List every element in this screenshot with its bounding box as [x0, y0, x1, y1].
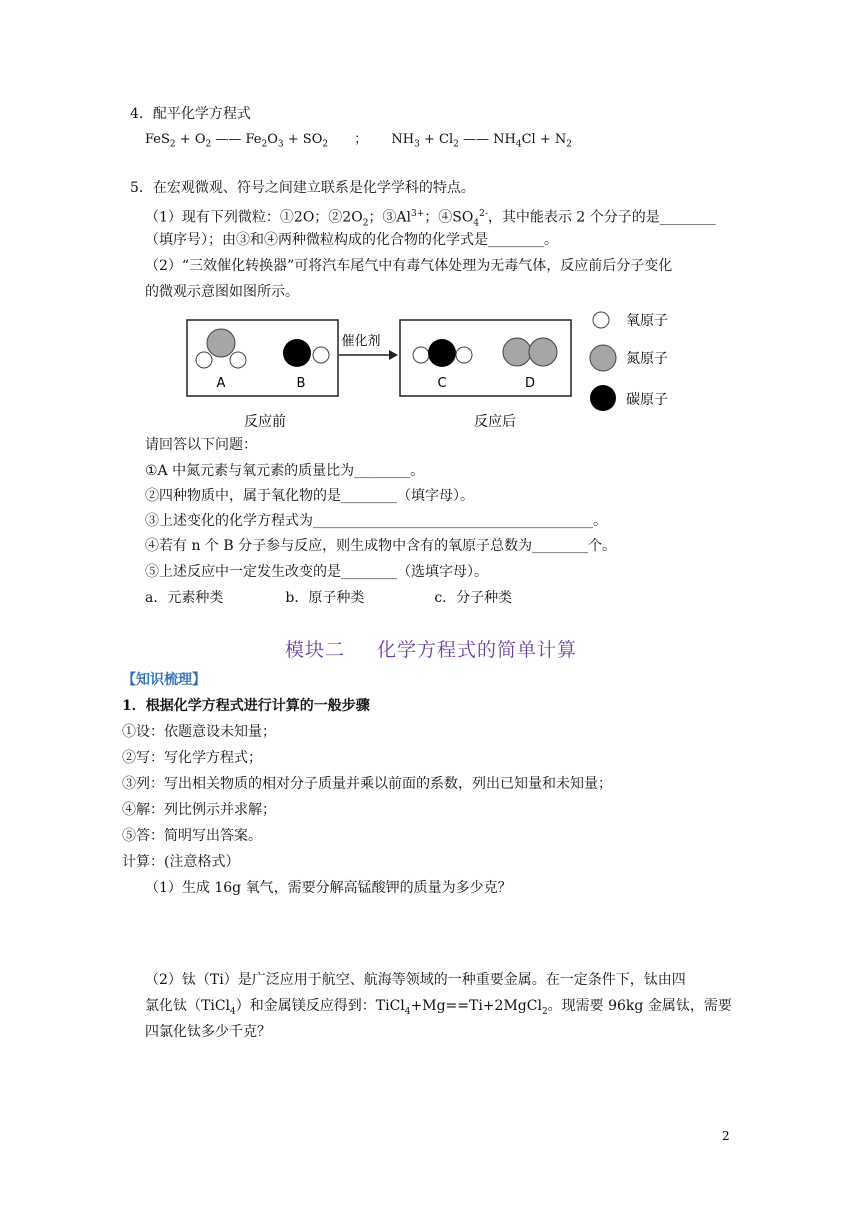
equation-2: $NH_3 + Cl_2$ —— $NH_4Cl + N_2$	[391, 132, 572, 150]
arrow-label: 催化剂	[341, 334, 381, 349]
label-b: B	[296, 376, 306, 391]
q4-equations	[145, 130, 572, 155]
knowledge-tag: 【知识梳理】	[122, 672, 206, 688]
label-a: A	[216, 376, 226, 391]
equation-1: $FeS_2 + O_2$ —— $Fe_2O_3 + SO_2$	[145, 132, 329, 150]
oxygen-atom	[230, 352, 246, 368]
legend-oxygen-swatch	[593, 312, 609, 328]
step-4: ④解：列比例示并求解；	[122, 802, 276, 818]
oxygen-atom	[413, 347, 429, 363]
legend-nitrogen-swatch	[590, 345, 616, 371]
q5-item-1: ①A 中氮元素与氧元素的质量比为________。	[145, 463, 425, 479]
module-title: 模块二 化学方程式的简单计算	[285, 639, 578, 661]
page-number: 2	[722, 1129, 730, 1143]
q5-part1-line2: （填序号）；由③和④两种微粒构成的化合物的化学式是________。	[145, 232, 558, 248]
calc-question-2-line2: 氯化钛（TiCl$_4$）和金属镁反应得到：TiCl$_4$+Mg==Ti+2MgCl$_2$。现需要 96kg 金属钛，需要	[145, 998, 732, 1017]
calc-question-2-line1: （2）钛（Ti）是广泛应用于航空、航海等领域的一种重要金属。在一定条件下，钛由四	[145, 972, 686, 988]
calc-label: 计算：(注意格式）	[122, 854, 240, 870]
label-d: D	[524, 376, 536, 391]
reaction-diagram	[180, 303, 710, 435]
calc-question-2-line3: 四氯化钛多少千克？	[145, 1024, 271, 1040]
label-c: C	[437, 376, 447, 391]
legend	[590, 312, 668, 411]
q5-item-5: ⑤上述反应中一定发生改变的是________（选填字母）。	[145, 564, 488, 580]
legend-oxygen: 氧原子	[626, 313, 668, 329]
carbon-atom	[428, 339, 456, 367]
q5-item-4: ④若有 n 个 B 分子参与反应，则生成物中含有的氧原子总数为________个。	[145, 538, 617, 554]
step-2: ②写：写化学方程式；	[122, 750, 262, 766]
equation-separator: ；	[354, 132, 368, 147]
option-b: b．原子种类	[285, 590, 365, 606]
steps-heading: 1．根据化学方程式进行计算的一般步骤	[122, 698, 370, 714]
q5-item-3: ③上述变化的化学方程式为________________________________________。	[145, 513, 607, 529]
arrow-head	[389, 350, 398, 360]
option-c: c．分子种类	[434, 590, 513, 606]
oxygen-atom	[456, 347, 472, 363]
option-a: a．元素种类	[145, 590, 224, 606]
q5-part1-line1: （1）现有下列微粒：①2O；$②2O_2$；$③Al^{3+}$；$④SO_4^{2-}$，其中能表示 2 个分子的是________	[145, 209, 716, 229]
q5-title: 5．在宏观微观、符号之间建立联系是化学学科的特点。	[130, 180, 475, 196]
oxygen-atom	[196, 352, 212, 368]
caption-after: 反应后	[474, 414, 516, 430]
legend-nitrogen: 氮原子	[626, 351, 668, 367]
caption-before: 反应前	[244, 414, 286, 430]
q5-part2-line1: （2）“三效催化转换器”可将汽车尾气中有毒气体处理为无毒气体，反应前后分子变化	[145, 258, 673, 274]
oxygen-atom	[313, 347, 329, 363]
q5-options	[145, 588, 512, 608]
step-5: ⑤答：简明写出答案。	[122, 828, 262, 844]
calc-question-1: （1）生成 16g 氧气，需要分解高锰酸钾的质量为多少克？	[145, 880, 512, 896]
q5-prompt: 请回答以下问题：	[145, 437, 257, 453]
nitrogen-atom	[503, 338, 531, 366]
step-3: ③列：写出相关物质的相对分子质量并乘以前面的系数，列出已知量和未知量；	[122, 776, 612, 792]
nitrogen-atom	[529, 338, 557, 366]
carbon-atom	[283, 339, 311, 367]
legend-carbon-swatch	[590, 385, 616, 411]
q5-item-2: ②四种物质中，属于氧化物的是________（填字母）。	[145, 488, 474, 504]
q4-title: 4．配平化学方程式	[130, 106, 251, 122]
legend-carbon: 碳原子	[626, 392, 668, 408]
step-1: ①设：依题意设未知量；	[122, 724, 276, 740]
q5-part2-line2: 的微观示意图如图所示。	[145, 284, 299, 300]
nitrogen-atom	[207, 329, 235, 357]
